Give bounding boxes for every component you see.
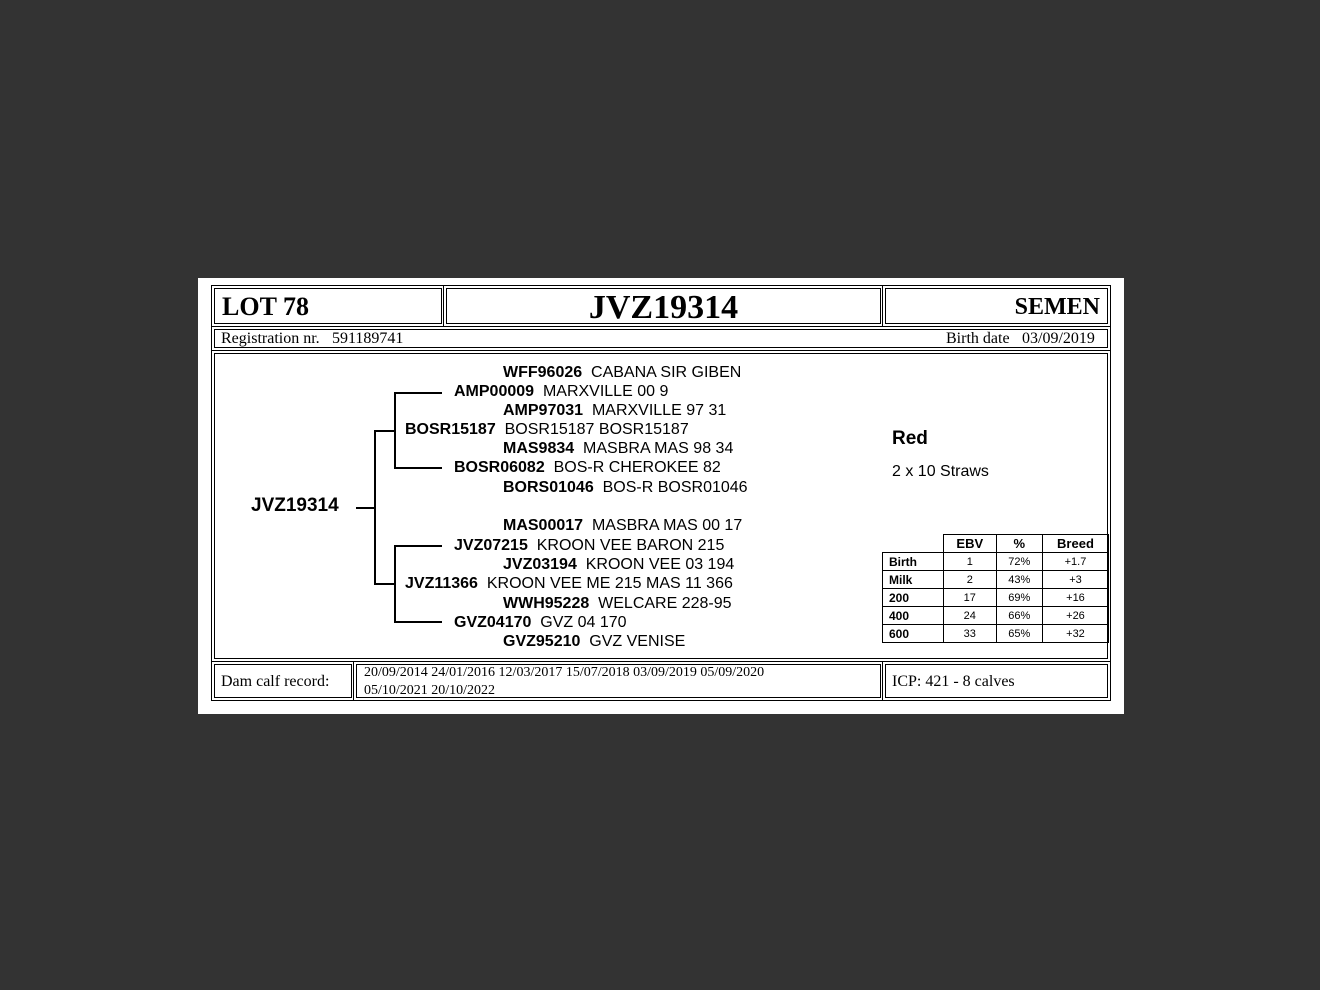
pedigree-dd: GVZ04170 GVZ 04 170 (454, 614, 627, 631)
table-row: Milk 2 43% +3 (883, 571, 1109, 589)
table-row: 600 33 65% +32 (883, 625, 1109, 643)
table-row: 400 24 66% +26 (883, 607, 1109, 625)
pedigree-sd: BOSR06082 BOS-R CHEROKEE 82 (454, 459, 721, 476)
pedigree-dam: JVZ11366 KROON VEE ME 215 MAS 11 366 (405, 575, 733, 592)
icp-value: ICP: 421 - 8 calves (892, 673, 1015, 690)
pedigree-ds: JVZ07215 KROON VEE BARON 215 (454, 537, 725, 554)
dam-calf-dates-line2: 05/10/2021 20/10/2022 (364, 683, 496, 698)
pedigree-sire: BOSR15187 BOSR15187 BOSR15187 (405, 421, 689, 438)
product-type: SEMEN (1014, 294, 1100, 320)
table-row: 200 17 69% +16 (883, 589, 1109, 607)
pedigree-subject: JVZ19314 (251, 495, 339, 516)
registration-label: Registration nr. (221, 330, 320, 347)
lot-number: LOT 78 (222, 292, 309, 321)
pedigree-sss: WFF96026 CABANA SIR GIBEN (503, 364, 742, 381)
dam-label-box (211, 661, 355, 701)
coat-color: Red (892, 428, 928, 449)
table-row: Birth 1 72% +1.7 (883, 553, 1109, 571)
animal-id-title: JVZ19314 (588, 289, 739, 326)
lot-box (211, 285, 445, 327)
ebv-col-pct: % (996, 535, 1042, 553)
lot-card (198, 278, 1124, 714)
pedigree-ddd: GVZ95210 GVZ VENISE (503, 633, 686, 650)
ebv-table (882, 534, 1109, 643)
registration-number: 591189741 (332, 330, 404, 347)
dam-calf-dates-line1: 20/09/2014 24/01/2016 12/03/2017 15/07/2018 03/09/2019 05/09/2020 (364, 665, 765, 680)
pedigree-sds: MAS9834 MASBRA MAS 98 34 (503, 440, 734, 457)
ebv-header-row (883, 535, 1109, 553)
straws-count: 2 x 10 Straws (892, 463, 989, 480)
pedigree-dds: WWH95228 WELCARE 228-95 (503, 595, 732, 612)
animal-id-box (443, 285, 884, 327)
pedigree-sdd: BORS01046 BOS-R BOSR01046 (503, 479, 748, 496)
icp-box (882, 661, 1111, 701)
ebv-col-ebv: EBV (944, 535, 997, 553)
pedigree-dss: MAS00017 MASBRA MAS 00 17 (503, 517, 743, 534)
pedigree-dsd: JVZ03194 KROON VEE 03 194 (503, 556, 735, 573)
pedigree-ssd: AMP97031 MARXVILLE 97 31 (503, 402, 727, 419)
birth-date-label: Birth date (946, 330, 1010, 347)
registration-row (211, 326, 1111, 351)
dam-calf-record-label: Dam calf record: (221, 673, 330, 690)
type-box (882, 285, 1111, 327)
ebv-col-breed: Breed (1042, 535, 1108, 553)
birth-date: 03/09/2019 (1022, 330, 1095, 347)
dam-dates-box (353, 661, 884, 701)
pedigree-ss: AMP00009 MARXVILLE 00 9 (454, 383, 669, 400)
